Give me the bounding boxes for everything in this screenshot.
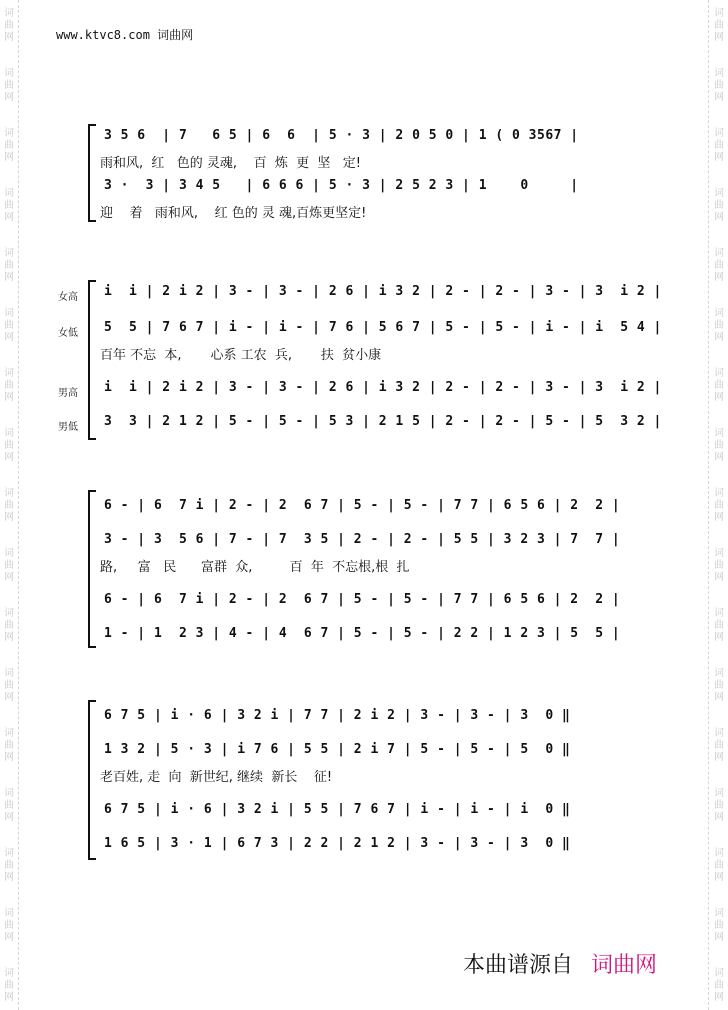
score-system-4 — [94, 700, 644, 860]
system-brace — [88, 490, 96, 648]
notes-row: 6 - | 6 7 i | 2 - | 2 6 7 | 5 - | 5 - | 7 7 | 6 5 6 | 2 2 | — [104, 592, 621, 607]
right-watermark-strip: 词 曲 网 词 曲 网 词 曲 网 词 曲 网 词 曲 网 词 曲 网 词 曲 网 词 曲 网 词 曲 网 词 曲 网 词 曲 网 词 曲 网 词 曲 网 词 曲 网 词 曲 网 词 曲 网 词 曲 网 — [714, 8, 724, 1003]
site-header — [56, 26, 193, 43]
notes-row: 1 3 2 | 5 · 3 | i 7 6 | 5 5 | 2 i 7 | 5 - | 5 - | 5 0 ‖ — [104, 742, 571, 757]
site-url: www.ktvc8.com — [56, 28, 150, 42]
lyric-row: 迎 着 雨和风, 红 色的 灵 魂,百炼更坚定! — [100, 206, 367, 221]
score-system-1 — [94, 122, 644, 222]
score-system-2 — [58, 280, 662, 440]
left-watermark-strip: 词 曲 网 词 曲 网 词 曲 网 词 曲 网 词 曲 网 词 曲 网 词 曲 网 词 曲 网 词 曲 网 词 曲 网 词 曲 网 词 曲 网 词 曲 网 词 曲 网 词 曲 网 词 曲 网 词 曲 网 — [4, 8, 14, 1003]
lyric-row: 雨和风, 红 色的 灵魂, 百 炼 更 坚 定! — [100, 156, 361, 171]
notes-row-tenor: i i | 2 i 2 | 3 - | 3 - | 2 6 | i 3 2 | 2 - | 2 - | 3 - | 3 i 2 | — [104, 380, 662, 395]
source-label: 本曲谱源自 — [463, 953, 574, 978]
voice-label-soprano: 女高 — [58, 292, 78, 303]
notes-row-alto: 5 5 | 7 6 7 | i - | i - | 7 6 | 5 6 7 | 5 - | 5 - | i - | i 5 4 | — [104, 320, 662, 335]
lyric-row: 百年 不忘 本, 心系 工农 兵, 扶 贫小康 — [100, 348, 382, 363]
lyric-row: 老百姓, 走 向 新世纪, 继续 新长 征! — [100, 770, 333, 785]
system-brace — [88, 700, 96, 860]
system-brace — [88, 124, 96, 222]
brand-name: 词曲网 — [591, 953, 658, 978]
system-brace — [88, 280, 96, 440]
voice-label-alto: 女低 — [58, 328, 78, 339]
notes-row-bass: 3 3 | 2 1 2 | 5 - | 5 - | 5 3 | 2 1 5 | 2 - | 2 - | 5 - | 5 3 2 | — [104, 414, 662, 429]
notes-row: 3 · 3 | 3 4 5 | 6 6 6 | 5 · 3 | 2 5 2 3 | 1 0 | — [104, 178, 579, 193]
notes-row: 6 - | 6 7 i | 2 - | 2 6 7 | 5 - | 5 - | 7 7 | 6 5 6 | 2 2 | — [104, 498, 621, 513]
notes-row: 3 5 6 | 7 6 5 | 6 6 | 5 · 3 | 2 0 5 0 | 1 ( 0 3567 | — [104, 128, 579, 143]
score-system-3 — [94, 490, 644, 650]
source-attribution — [463, 948, 657, 979]
notes-row: 6 7 5 | i · 6 | 3 2 i | 5 5 | 7 6 7 | i - | i - | i 0 ‖ — [104, 802, 571, 817]
notes-row: 3 - | 3 5 6 | 7 - | 7 3 5 | 2 - | 2 - | 5 5 | 3 2 3 | 7 7 | — [104, 532, 621, 547]
notes-row: 6 7 5 | i · 6 | 3 2 i | 7 7 | 2 i 2 | 3 - | 3 - | 3 0 ‖ — [104, 708, 571, 723]
lyric-row: 路, 富 民 富群 众, 百 年 不忘根,根 扎 — [100, 560, 410, 575]
right-margin-line — [708, 0, 709, 1010]
notes-row: 1 6 5 | 3 · 1 | 6 7 3 | 2 2 | 2 1 2 | 3 - | 3 - | 3 0 ‖ — [104, 836, 571, 851]
notes-row-soprano: i i | 2 i 2 | 3 - | 3 - | 2 6 | i 3 2 | 2 - | 2 - | 3 - | 3 i 2 | — [104, 284, 662, 299]
notes-row: 1 - | 1 2 3 | 4 - | 4 6 7 | 5 - | 5 - | 2 2 | 1 2 3 | 5 5 | — [104, 626, 621, 641]
left-margin-line — [18, 0, 19, 1010]
voice-label-tenor: 男高 — [58, 388, 78, 399]
site-name: 词曲网 — [157, 28, 194, 42]
voice-label-bass: 男低 — [58, 422, 78, 433]
